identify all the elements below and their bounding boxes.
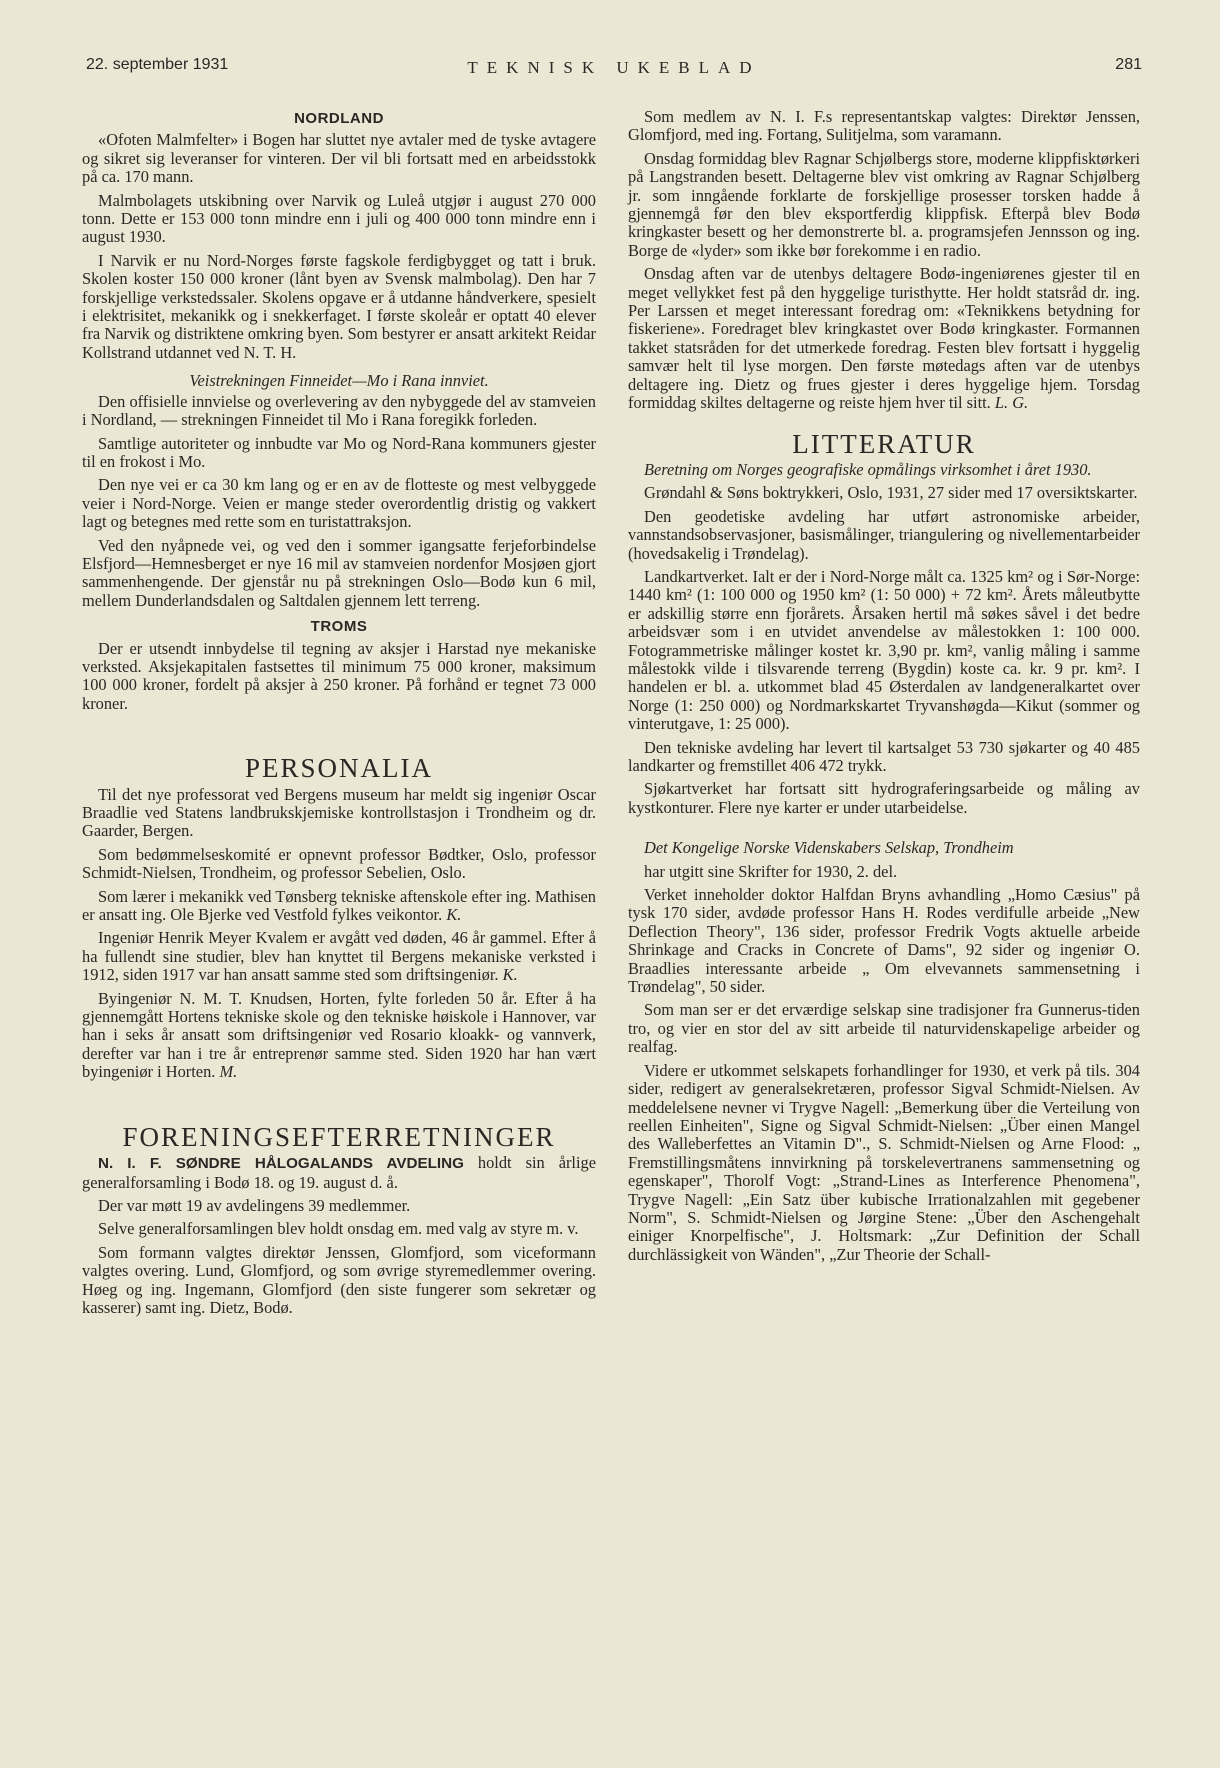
article-paragraph: Ved den nyåpnede vei, og ved den i sommer igangsatte ferjeforbindelse Elsfjord—Hemnesberget er nye 16 mil av stamveien nordenfor Mosjøen gjort sammenhengende. Der gjenstår nu på strekningen Oslo—Bodø kun 6 mil, mellem Dunderlandsdalen og Saltdalen gjennem lett terreng. [82, 535, 596, 610]
issue-date: 22. september 1931 [86, 56, 229, 73]
article-paragraph [82, 1154, 596, 1192]
road-article-title: Veistrekningen Finneidet—Mo i Rana innviet. [189, 371, 489, 391]
review-paragraph: Verket inneholder doktor Halfdan Bryns avhandling „Homo Cæsius" på tysk 170 sider, avdøde professor Hans H. Rodes verdifulle arbeide „New Deflection Theory", 136 sider, professor Fredrik Vogts aktuelle arbeide Shrinkage and Cracks in Concrete of Dams", 92 sider og ingeniør O. Braadlies interessante arbeide „ Om elvevannets sammensetning i Trøndelag", 50 sider. [628, 885, 1140, 997]
article-paragraph [82, 929, 596, 984]
review-paragraph: Videre er utkommet selskapets forhandlinger for 1930, et verk på tils. 304 sider, redigert av generalsekretæren, professor Sigval Schmidt-Nielsen. Av meddelelsene nevner vi Trygve Nagell: „Bemerkung über die Verteilung von reellen Einheiten", Signe og Sigval Schmidt-Nielsen: „Über einen Mangel des Walleberfettes an Vitamin D"., S. Schmidt-Nielsen og Arne Flood: „ Fremstillingsmåtens innvirkning på torskelevertranens sammensetning og egenskaper", Thorolf Vogt: „Strand-Lines as Interference Phenomena", Trygve Nagell: „Ein Satz über kubische Irrationalzahlen mit gegebener Norm", S. Schmidt-Nielsen og Jørgine Stene: „Über den Aschengehalt einiger Knorpelfische", J. Holtsmark: „Zur Definition der Schall durchlässigkeit von Wänden", „Zur Theorie der Schall- [628, 1060, 1140, 1264]
author-signature: L. G. [994, 393, 1029, 413]
author-signature: K. [502, 965, 518, 985]
paragraph-text: Som lærer i mekanikk ved Tønsberg tekniske aftenskole efter ing. Mathisen er ansatt ing. Ole Bjerke ved Vestfold fylkes veikontor. [82, 886, 596, 925]
article-paragraph: Samtlige autoriteter og innbudte var Mo og Nord-Rana kommuners gjester til en frokost i Mo. [82, 433, 596, 471]
author-signature: K. [446, 905, 462, 925]
litteratur-heading: LITTERATUR [792, 428, 976, 459]
article-paragraph: Malmbolagets utskibning over Narvik og Luleå utgjør i august 270 000 tonn. Dette er 153 000 tonn mindre enn i juli og 400 000 tonn mindre enn i august 1930. [82, 190, 596, 247]
article-paragraph: Som bedømmelseskomité er opnevnt professor Bødtker, Oslo, professor Schmidt-Nielsen, Trondheim, og professor Sebelien, Oslo. [82, 844, 596, 883]
review-paragraph: Den geodetiske avdeling har utført astronomiske arbeider, vannstandsobservasjoner, basismålinger, triangulering og nivellementarbeider (hovedsakelig i Trøndelag). [628, 506, 1140, 563]
article-paragraph [82, 888, 596, 925]
article-paragraph: «Ofoten Malmfelter» i Bogen har sluttet nye avtaler med de tyske avtagere og sikret sig leveranser for vinteren. Der vil bli fortsatt med en arbeidsstokk på ca. 170 mann. [82, 130, 596, 187]
paragraph-text: holdt sin årlige generalforsamling i Bodø 18. og 19. august d. å. [82, 1153, 597, 1192]
article-paragraph: Den nye vei er ca 30 km lang og er en av de flotteste og mest velbyggede veier i Nord-Norge. Veien er mange steder overordentlig dristig og vakkert lagt og betegnes med rette som en turistattraksjon. [82, 475, 596, 532]
masthead: TEKNISK UKEBLAD [467, 58, 761, 77]
article-paragraph: Der var møtt 19 av avdelingens 39 medlemmer. [98, 1195, 411, 1215]
article-paragraph: Som medlem av N. I. F.s representantskap valgtes: Direktør Jenssen, Glomfjord, med ing. Fortang, Sulitjelma, som varamann. [628, 107, 1140, 145]
author-signature: M. [219, 1062, 238, 1082]
article-paragraph: Selve generalforsamlingen blev holdt onsdag em. med valg av styre m. v. [98, 1219, 579, 1239]
article-paragraph: Den offisielle innvielse og overlevering av den nybyggede del av stamveien i Nordland, — strekningen Finneidet til Mo i Rana foregikk forleden. [82, 391, 596, 430]
foreningsefterretninger-heading: FORENINGSEFTERRETNINGER [122, 1121, 556, 1152]
article-paragraph: Som formann valgtes direktør Jenssen, Glomfjord, som viceformann valgtes overing. Lund, Glomfjord, og som øvrige styremedlemmer overing. Høeg og ing. Ingemann, Glomfjord (den siste fungerer som sekretær og kasserer) samt ing. Dietz, Bodø. [82, 1242, 596, 1317]
book-title: Beretning om Norges geografiske opmålings virksomhet i året 1930. [644, 459, 1092, 479]
review-paragraph: Som man ser er det erværdige selskap sine tradisjoner fra Gunnerus-tiden tro, og vier en stor del av sitt arbeide til naturvidenskapelige arbeider og realfag. [628, 1000, 1140, 1057]
page-header [86, 52, 1142, 82]
review-paragraph: Sjøkartverket har fortsatt sitt hydrograferingsarbeide og måling av kystkonturer. Flere nye karter er under utarbeidelse. [628, 779, 1140, 817]
page-number: 281 [1115, 56, 1142, 73]
troms-heading: TROMS [310, 618, 368, 636]
article-paragraph: Til det nye professorat ved Bergens museum har meldt sig ingeniør Oscar Braadlie ved Statens landbrukskjemiske kontrollstasjon i Trondheim og dr. Gaarder, Bergen. [82, 784, 596, 841]
review-paragraph: Den tekniske avdeling har levert til kartsalget 53 730 sjøkarter og 40 485 landkarter og fremstillet 406 472 trykk. [628, 737, 1140, 775]
book-publisher: Grøndahl & Søns boktrykkeri, Oslo, 1931, 27 sider med 17 oversiktskarter. [644, 483, 1138, 503]
paragraph-text: Onsdag aften var de utenbys deltagere Bodø-ingeniørenes gjester til en meget vellykket fest på den hyggelige turisthytte. Her holdt statsråd dr. ing. Per Larssen et meget interessant foredrag om: «Teknikkens betydning for fiskeriene». Foredraget blev kringkastet over Bodø kringkaster. Formannen takket statsråden for det utmerkede foredrag. Festen blev fortsatt i hyggelig samvær helt til lyse morgen. Den første møtedags aften var de utenbys deltagere ing. Dietz og frues gjester i deres hyggelige hjem. Torsdag formiddag skiltes deltagerne og reiste hjem hver til sitt. [628, 264, 1140, 413]
nordland-heading: NORDLAND [294, 110, 384, 127]
article-paragraph: Onsdag formiddag blev Ragnar Schjølbergs store, moderne klippfisktørkeri på Langstranden besett. Deltagerne blev vist omkring av Ragnar Schjølberg jr. som inngående forklarte de forskjellige prosesser torsken hadde å gjennemgå før den blev eksportferdig klippfisk. Efterpå blev Bodø kringkaster besett og her demonstrerte bl. a. programsjefen Jennsson og ing. Borge de «lyder» som ikke bør forekomme i en radio. [628, 148, 1140, 260]
article-paragraph: Der er utsendt innbydelse til tegning av aksjer i Harstad nye mekaniske verksted. Aksjekapitalen fastsettes til minimum 75 000 kroner, maksimum 100 000 kroner, fordelt på aksjer à 250 kroner. På forhånd er tegnet 73 000 kroner. [82, 638, 596, 713]
book-title: Det Kongelige Norske Videnskabers Selskap, Trondheim [644, 838, 1014, 858]
paragraph-text: Byingeniør N. M. T. Knudsen, Horten, fylte forleden 50 år. Efter å ha gjennemgått Hortens tekniske skole og den tekniske høiskole i Hannover, var han i seks år ansatt som driftsingeniør ved Rosario kloakk- og vannverk, derefter var han i tre år entreprenør samme sted. Siden 1920 har han vært byingeniør i Horten. [82, 988, 596, 1082]
paragraph-text: Ingeniør Henrik Meyer Kvalem er avgått ved døden, 46 år gammel. Efter å ha fullendt sine studier, blev han knyttet til Bergens mekaniske verksted i 1912, siden 1917 var han ansatt samme sted som driftsingeniør. [82, 928, 596, 985]
review-paragraph: Landkartverket. Ialt er der i Nord-Norge målt ca. 1325 km² og i Sør-Norge: 1440 km² (1: 100 000 og 1950 km² (1: 50 000) + 72 km². Årets måleutbytte er adskillig større enn fjorårets. Årsaken hertil må søkes såvel i det bedre arbeidsvær som i en utvidet anvendelse av målestokken 1: 100 000. Fotogrammetriske målinger kostet kr. 3,90 pr. km², vanlig måling i samme målestokk vilde i tilsvarende terreng (Bygdin) koste ca. kr. 9 pr. km². I handelen er bl. a. utkommet blad 45 Østerdalen av landgeneralkartet over Norge (1: 250 000) og Nordmarkskartet Tryvanshøgda—Kikut (sommer og vinterutgave, 1: 25 000). [628, 566, 1140, 734]
right-column [628, 108, 1140, 1264]
personalia-heading: PERSONALIA [244, 753, 433, 784]
article-paragraph: I Narvik er nu Nord-Norges første fagskole ferdigbygget og tatt i bruk. Skolen koster 150 000 kroner (lånt byen av Svensk malmbolag). Den har 7 forskjellige verkstedssaler. Skolens opgave er å utdanne håndverkere, spesielt i elektrisitet, mekanikk og i snekkerfaget. I første skoleår er optatt 40 elever fra Narvik og distriktene omkring byen. Som bestyrer er ansatt arkitekt Reidar Kollstrand utdannet ved N. T. H. [82, 250, 596, 362]
branch-name: N. I. F. SØNDRE HÅLOGALANDS AVDELING [98, 1155, 464, 1173]
article-paragraph [628, 265, 1140, 412]
left-column [82, 110, 596, 1317]
article-paragraph [82, 990, 596, 1082]
book-publisher: har utgitt sine Skrifter for 1930, 2. del. [644, 861, 898, 881]
